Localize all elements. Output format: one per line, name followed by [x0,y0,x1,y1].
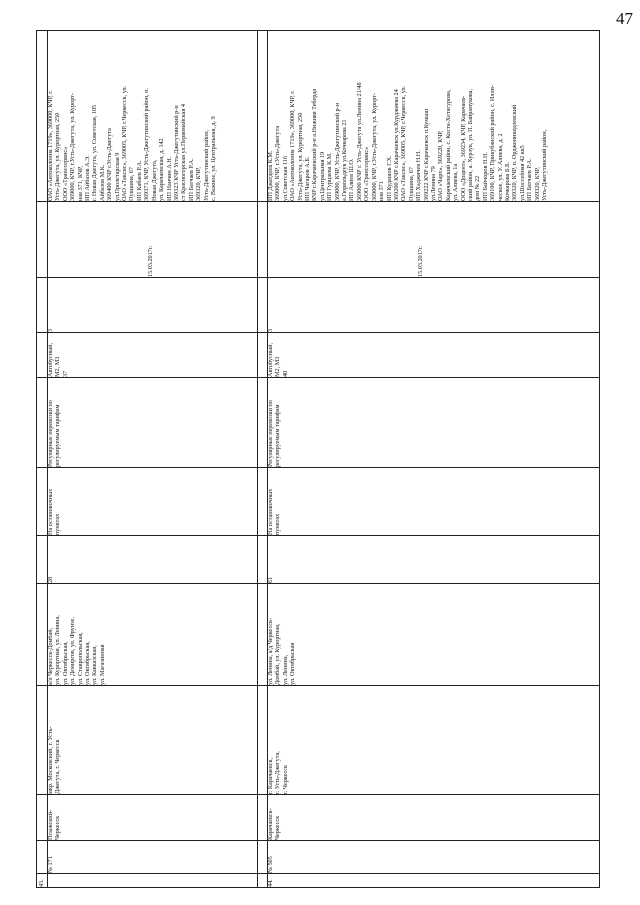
route-number: № 505 [267,856,274,873]
row-44-route-no-cell [267,840,599,873]
row-43-path-cell [47,685,257,794]
transport-type: Регулярные перевозки по регулируемым тарифам [47,400,62,467]
route-streets: а/л Черкесск-Домбай, ул. Курортная, ул. Ленина, ул. Октябрьская, ул. Демиргов, ул. Фрунзе, ул. Ставропольская, ул. Октябрьская, ул. Кавказская, ул. Магазинная [47,615,106,685]
vehicle-class: Автобусный, М2, М3 40 [267,342,289,377]
route-number: № 171 [47,856,54,873]
vehicle-class: Автобусный, М2, М3 37 [47,342,69,377]
row-number: 44. [267,879,274,887]
route-name: Псыжский- Черкесск [47,810,62,840]
row-43-date-cell [147,201,257,277]
route-path: мкр. Московский, г. Усть- Джегута, г. Черкесск [47,726,62,794]
row-44-count-cell [267,277,599,332]
row-44-path-cell [267,685,599,794]
row-44-type-cell [267,377,599,467]
row-43-vehicle-cell [47,332,257,377]
stops-order: На остановочных пунктах [47,488,62,535]
row-44-length-cell [267,535,599,583]
start-date: 15.03.2017г. [147,245,154,277]
row-43-streets-cell [47,583,257,685]
route-length: 61 [267,576,274,583]
row-43-number-cell [38,873,47,887]
transport-type: Регулярные перевозки по регулируемым тарифам [267,400,282,467]
route-streets: ул. Ленина, а/д Черкесск- Домбай, ул. Курортная, ул. Ленина, ул. Октябрьская [267,617,297,685]
carriers-list: ОАО «Автоколонна 1719», 369000, КЧР, г. Усть-Джегута, ул. Курортная, 250 ООО «Транссервис» 369000, КЧР, г.Усть-Джегута, ул. Курорт- ная 371, КЧР, ИП Айбазов А.Э. г. Новая Джегута, ул. Советская, 105 Айбазов М.К. 369400 КЧР г.Усть-Джегута ул.Пролетарская 9 ОАО «Таксис», 369005, КЧР, г.Черкесск, ул. Пушкина, 67 ИП Кабаев Р.А. 369371, КЧР, Усть-Джегутинский район, п. Новая Джегута, ул. Карачаевская, д. 142 ИП Нанчин А.Н. 369323 КЧР Усть-Джегутинский р-н ст Красногорская ул.Первомайская 4 ИП Батчаев Р.А. 369320, КЧР, Усть-Джегутинский район, с. Важное, ул. Центральная, д. 9 [47,85,217,201]
row-44-carriers-cell [267,31,599,201]
row-43-route-name-cell [47,794,257,840]
start-date: 15.03.2017г. [417,245,424,277]
row-43-type-cell [47,377,257,467]
page-number: 47 [616,9,633,28]
route-path: г. Карачаевск, г. Усть-Джегута, г. Черкесск [267,751,289,794]
row-44-route-name-cell [267,794,599,840]
vehicle-count: 3 [267,328,274,332]
vehicle-count: 3 [47,328,54,332]
row-44-streets-cell [267,583,599,685]
stops-order: На остановочных пунктах [267,488,282,535]
row-43-length-cell [47,535,257,583]
carriers-list: ИП Джатдоев К.М. 369000, КЧР, г.Усть-Джегута ул.Советская 116 ОАО «Автоколонна 1719», 369000, КЧР, г. Усть-Джегута, ул. Курортная, 250 ИП Чагаров А.Б. КЧР г.Карачаевский р-н а.Нижняя Теберда ул.Центральная 19 ИП Гурцаева К.М. 369000, КЧР, Усть-Джегутинский р-н а.Гюрюльдеук ул.Кочкарова 21 ИП Алиев Ш.О. 369000 КЧР г. Усть-Джегута ул.Ленина 21/48 ООО «Транссервис» 369000, КЧР, г.Усть-Джегута, ул. Курорт- ная 371 ИП Кудашов Г.Х. 369200 КЧР г.Карачаевск ул.Курджиева 24 ОАО «Таксис», 369005, КЧР, г.Черкесск, ул. Пушкина, 67 ИП Хаджичев Н.Н. 369222 КЧР г.Карачаевск п.Кумыш ул.Ленина 79 ОАО «Чарх», 369220, КЧР, Карачаевский район, с. Коста-Хетагурова, ул. Алиева, 1а ООО «Доцент», 369234, КЧР, Карачаев- ский район, а. Хурзук, ул. П. Байрамукова, дом № 22 ИП Байчоров Н.Н. 369100, КЧР, Прикубанский район, с. Илли- ческое, ул. У. Алиева, д. 2 Кочкарова Б.Б. 369320, КЧР, п. Орджоникидзевский ул.Шоссейная 42 кв5 ИП Батчаев Р.А. 369320, КЧР, Усть-Джегутинский район, [267,82,549,201]
row-43-count-cell [47,277,257,332]
route-name: Карачаевск- Черкесск [267,808,282,840]
row-44-number-cell [267,873,599,887]
row-43-stops-cell [47,467,257,535]
routes-table [36,30,600,888]
row-43-route-no-cell [47,840,257,873]
row-44-stops-cell [267,467,599,535]
row-43-carriers-cell [47,31,257,201]
row-44-date-cell [417,201,599,277]
route-length: 28 [47,576,54,583]
row-44-vehicle-cell [267,332,599,377]
row-number: 43. [38,879,45,887]
